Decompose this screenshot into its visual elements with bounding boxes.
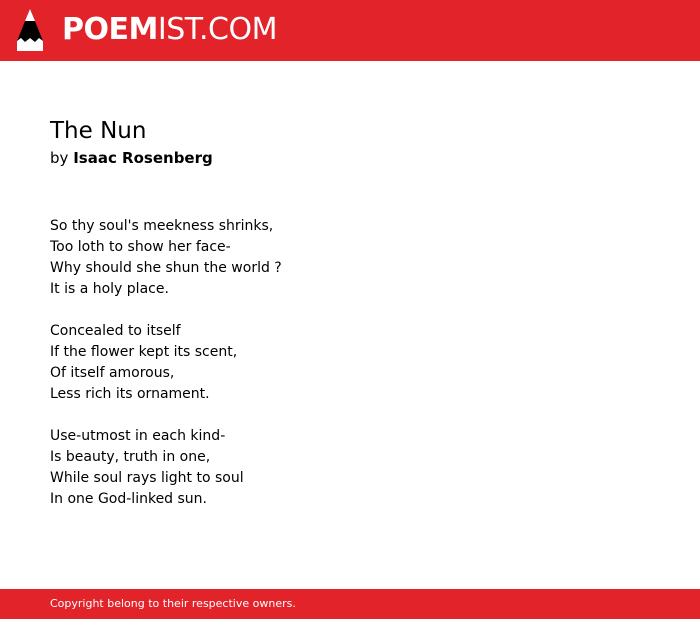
- site-logo-link[interactable]: [62, 11, 277, 49]
- poem-title: The Nun: [50, 118, 147, 144]
- site-footer: [0, 589, 700, 619]
- by-label: by: [50, 149, 69, 167]
- poem-body: [50, 216, 650, 510]
- logo-light-text: IST.COM: [157, 12, 277, 47]
- poem-line: It is a holy place.: [50, 281, 169, 297]
- poem-line: In one God-linked sun.: [50, 491, 208, 507]
- poem-line: Too loth to show her face-: [50, 239, 231, 255]
- poem-line: If the flower kept its scent,: [50, 344, 238, 360]
- copyright-text: Copyright belong to their respective owners.: [50, 597, 296, 610]
- poem-line: Concealed to itself: [50, 323, 181, 339]
- poem-line: So thy soul's meekness shrinks,: [50, 218, 274, 234]
- stanza: [50, 321, 650, 405]
- poem-line: Is beauty, truth in one,: [50, 449, 211, 465]
- stanza: [50, 426, 650, 510]
- poem-line: While soul rays light to soul: [50, 470, 244, 486]
- poem-content: [50, 116, 650, 531]
- poem-line: Use-utmost in each kind-: [50, 428, 226, 444]
- stanza: [50, 216, 650, 300]
- logo-bold-text: POEM: [62, 12, 158, 47]
- author-link[interactable]: Isaac Rosenberg: [73, 149, 213, 167]
- site-header: [0, 0, 700, 61]
- poem-line: Why should she shun the world ?: [50, 260, 282, 276]
- poem-line: Of itself amorous,: [50, 365, 175, 381]
- poem-line: Less rich its ornament.: [50, 386, 210, 402]
- poem-byline: [50, 147, 650, 169]
- pencil-icon[interactable]: [17, 9, 43, 51]
